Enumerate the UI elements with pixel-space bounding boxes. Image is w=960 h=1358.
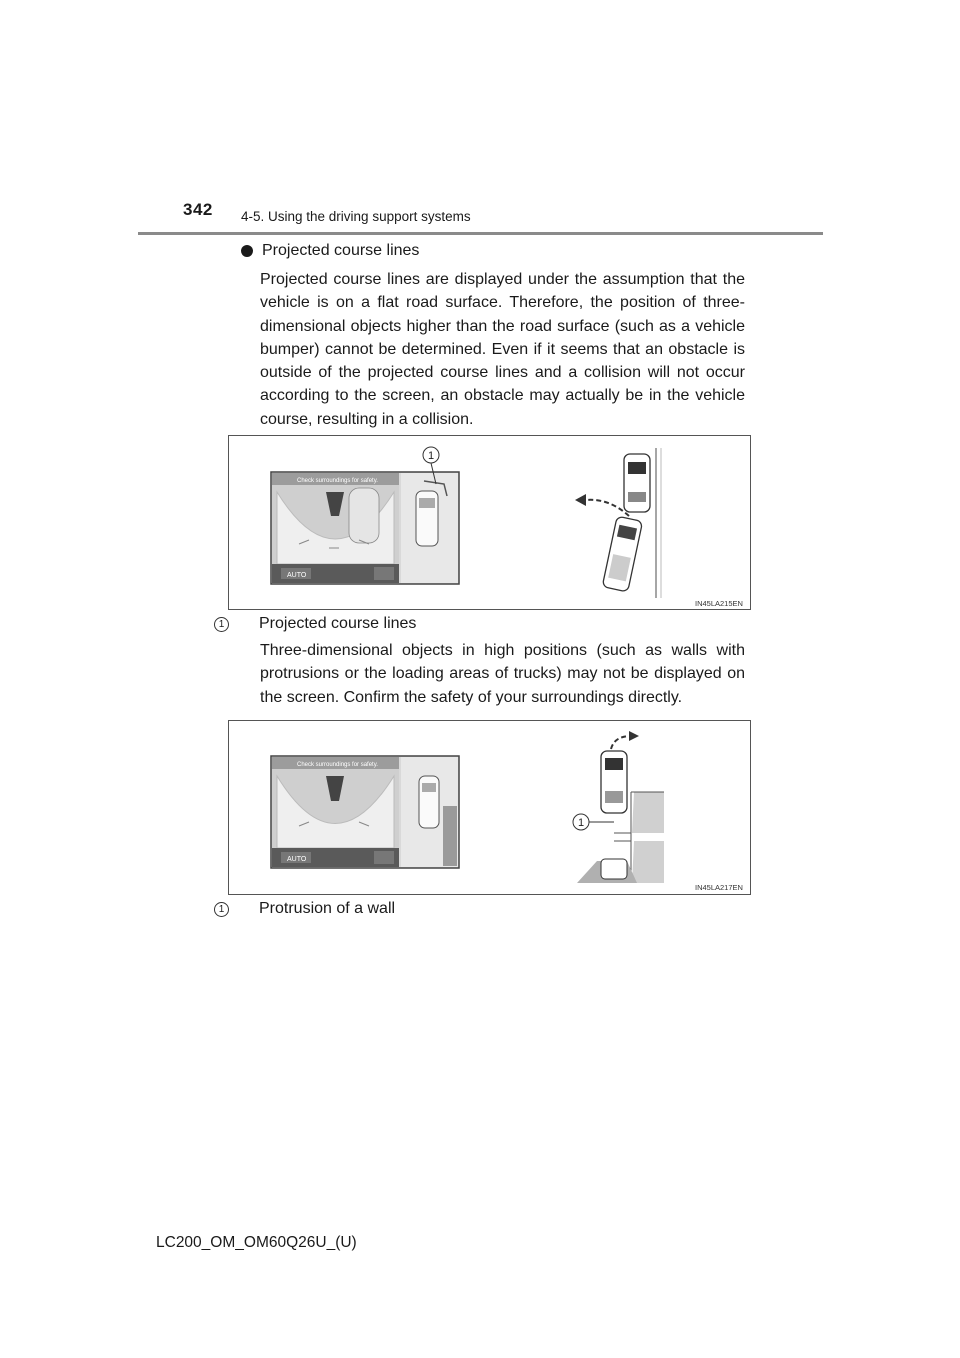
auto-label: AUTO [287, 856, 307, 863]
bullet-heading-text: Projected course lines [262, 242, 420, 259]
page-number: 342 [183, 200, 213, 219]
callout-badge: 1 [214, 617, 229, 632]
figure-wall-protrusion [228, 720, 751, 895]
callout-label: Projected course lines [259, 615, 417, 632]
figure-2-code: IN45LA217EN [695, 883, 743, 892]
header-rule [138, 232, 823, 235]
paragraph-projected-course: Projected course lines are displayed under the assumption that the vehicle is on a flat road surface. Therefore, the position of three-dimensional objects higher than the road surface (such as a vehicle bumper) cannot be determined. Even if it seems that an obstacle is outside of the projected course lines and a collision will not occur according to the screen, an obstacle may actually be in the vehicle course, resulting in a collision. [260, 271, 745, 428]
bullet-heading [241, 242, 419, 260]
section-title: 4-5. Using the driving support systems [241, 209, 471, 224]
figure-2-illustration [229, 721, 750, 894]
footer-document-code: LC200_OM_OM60Q26U_(U) [156, 1234, 357, 1251]
screen-banner: Check surroundings for safety. [297, 478, 378, 484]
figure-2-callout-number: 1 [578, 817, 585, 829]
callout-wall-protrusion [214, 900, 395, 918]
bullet-icon [241, 245, 253, 257]
figure-projected-course-lines [228, 435, 751, 610]
callout-projected-course-lines [214, 615, 416, 633]
figure-1-code: IN45LA215EN [695, 599, 743, 608]
callout-label: Protrusion of a wall [259, 900, 396, 917]
screen-banner: Check surroundings for safety. [297, 762, 378, 768]
callout-badge: 1 [214, 902, 229, 917]
paragraph-high-objects: Three-dimensional objects in high positions (such as walls with protrusions or the loading areas of trucks) may not be displayed on the screen. Confirm the safety of your surroundings directly. [260, 642, 745, 706]
figure-1-callout-number: 1 [428, 450, 435, 462]
auto-label: AUTO [287, 572, 307, 579]
figure-1-illustration [229, 436, 750, 609]
